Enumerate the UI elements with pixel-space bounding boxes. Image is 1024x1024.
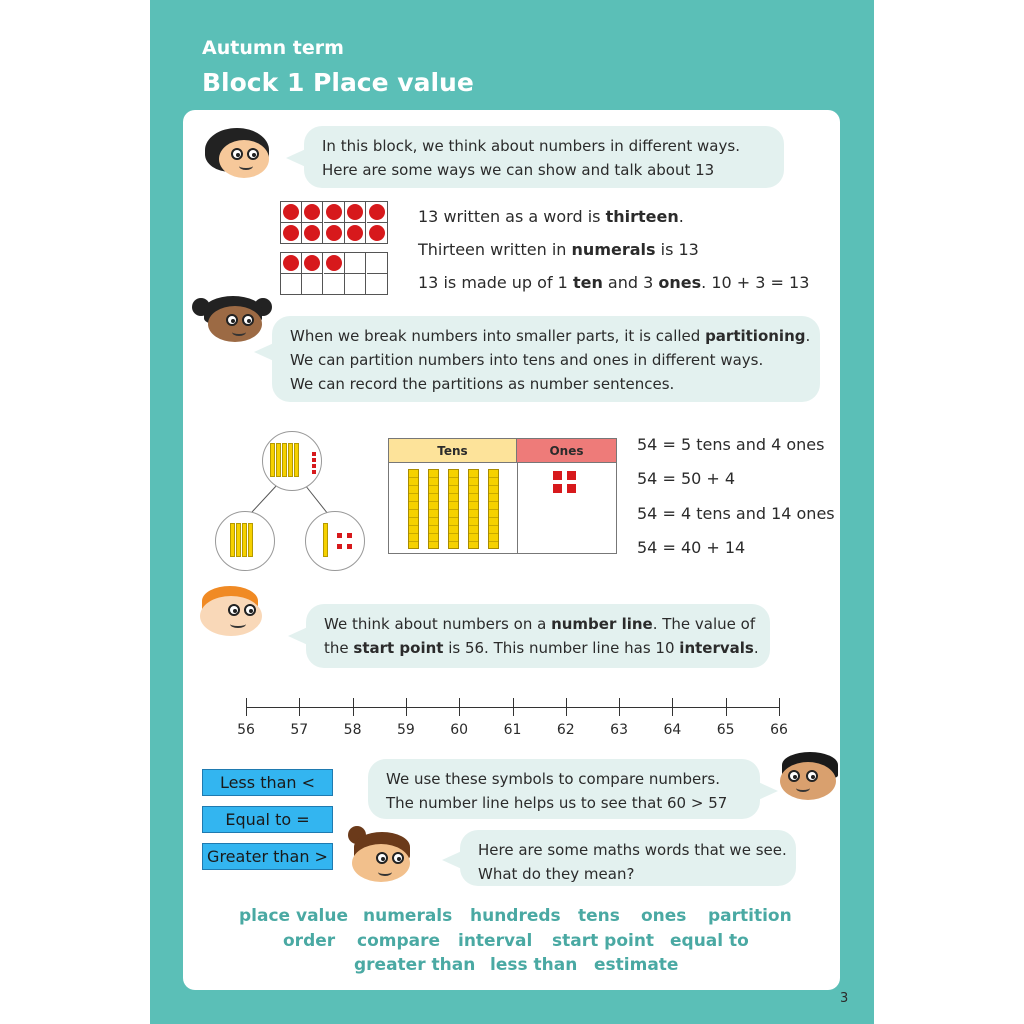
one-cube [567,471,576,480]
partition-line-2: We can partition numbers into tens and ones in different ways. [290,351,764,369]
intro-line-1: In this block, we think about numbers in different ways. [322,137,740,155]
ten-frame-cell [302,223,323,244]
counter [283,225,299,241]
girl-bun-character-icon [346,826,412,884]
ten-rod [236,523,241,557]
vocab-word: tens [578,906,620,926]
ten-frame-cell [281,253,302,274]
compare-line-2: The number line helps us to see that 60 > 57 [386,794,728,812]
intro-line-2: Here are some ways we can show and talk about 13 [322,161,715,179]
vocab-word: greater than [354,955,476,975]
ten-frame-cell [367,202,388,223]
number-line-tick [353,698,354,716]
one-cube [347,533,352,538]
pv-sentence-3: 54 = 4 tens and 14 ones [637,504,835,523]
pv-sentence-4: 54 = 40 + 14 [637,538,746,557]
ten-frame-cell [345,223,366,244]
thirteen-tens-ones-line: 13 is made up of 1 ten and 3 ones. 10 + 3 = 13 [418,273,810,292]
number-line-text-1: We think about numbers on a number line. The value of [324,615,756,633]
ten-rod [294,443,299,477]
ten-rod [448,469,459,549]
counter [347,225,363,241]
one-cube [312,464,316,468]
ten-frame-cell [324,253,345,274]
number-line-tick [566,698,567,716]
vocab-word: place value [239,906,349,926]
counter [326,225,342,241]
counter [326,255,342,271]
number-line-label: 64 [663,722,682,738]
counter [283,255,299,271]
ten-frame-cell [281,223,302,244]
tens-header: Tens [389,439,517,463]
ten-frame-cell [324,274,345,295]
maths-words-line-1: Here are some maths words that we see. [478,841,787,859]
vocab-word: start point [552,931,655,951]
pv-sentence-1: 54 = 5 tens and 4 ones [637,435,825,454]
ten-frame-cell [281,274,302,295]
ten-frame-cell [345,253,366,274]
ten-frame-cell [345,202,366,223]
ones-header: Ones [517,439,616,463]
compare-bubble [368,759,760,819]
one-cube [312,470,316,474]
number-line-text-2: the start point is 56. This number line has 10 intervals. [324,639,759,657]
ten-rod [248,523,253,557]
intro-bubble [304,126,784,188]
ones-part-circle [305,511,365,571]
number-line-label: 56 [237,722,255,738]
number-line-tick [406,698,407,716]
one-cube [553,471,562,480]
number-line-tick [779,698,780,716]
maths-words-bubble [460,830,796,886]
number-line-label: 63 [610,722,628,738]
one-cube [312,452,316,456]
ten-frame-cell [302,202,323,223]
number-line-label: 60 [450,722,469,738]
ten-rod [488,469,499,549]
number-line-tick [513,698,514,716]
ten-rod [428,469,439,549]
vocab-word: compare [357,931,441,951]
vocab-word: hundreds [470,906,561,926]
counter [283,204,299,220]
one-cube [312,458,316,462]
number-line-label: 58 [343,722,362,738]
vocab-word: less than [490,955,578,975]
greater-than-box: Greater than > [202,843,333,870]
partition-line-3: We can record the partitions as number sentences. [290,375,675,393]
counter [369,225,385,241]
counter [326,204,342,220]
number-line-label: 66 [770,722,788,738]
counter [369,204,385,220]
one-cube [347,544,352,549]
compare-line-1: We use these symbols to compare numbers. [386,770,720,788]
ten-rod [323,523,328,557]
ten-frame-cell [367,223,388,244]
ten-rod [282,443,287,477]
vocab-word: numerals [363,906,453,926]
partition-bubble [272,316,820,402]
vocab-word: interval [458,931,533,951]
ten-frame-cell [302,274,323,295]
one-cube [337,533,342,538]
ten-frame-cell [302,253,323,274]
number-line-tick [619,698,620,716]
ten-rod [408,469,419,549]
girl-bunches-character-icon [192,296,274,346]
ten-frame-cell [324,202,345,223]
ten-frame-cell [324,223,345,244]
number-line-tick [726,698,727,716]
number-line-tick [246,698,247,716]
page-number: 3 [840,991,849,1006]
vocab-word: estimate [594,955,679,975]
number-line-tick [672,698,673,716]
ten-rod [230,523,235,557]
number-line-tick [299,698,300,716]
thirteen-numeral-line: Thirteen written in numerals is 13 [418,240,699,259]
number-line-tick [459,698,460,716]
ten-rod [276,443,281,477]
vocab-word: partition [708,906,792,926]
one-cube [337,544,342,549]
number-line-label: 62 [556,722,575,738]
less-than-box: Less than < [202,769,333,796]
counter [304,204,320,220]
girl-glasses-character-icon [205,128,271,180]
term-heading: Autumn term [202,37,344,59]
ten-rod [242,523,247,557]
ten-frame-cell [367,274,388,295]
pv-sentence-2: 54 = 50 + 4 [637,469,736,488]
block-title: Block 1 Place value [202,68,474,97]
ten-rod [270,443,275,477]
maths-words-line-2: What do they mean? [478,865,635,883]
ten-frame-cell [367,253,388,274]
number-line-bubble [306,604,770,668]
one-cube [553,484,562,493]
equal-to-box: Equal to = [202,806,333,833]
vocab-word: order [283,931,336,951]
number-line-label: 65 [716,722,735,738]
number-line-label: 61 [503,722,522,738]
counter [347,204,363,220]
ten-rod [468,469,479,549]
vocab-word: equal to [670,931,749,951]
ten-frame-cell [345,274,366,295]
place-value-table [388,438,617,554]
counter [304,255,320,271]
dark-hair-boy-character-icon [778,752,840,802]
ten-rod [288,443,293,477]
ten-frame-bottom [280,252,388,295]
partition-line-1: When we break numbers into smaller parts, it is called partitioning. [290,327,811,345]
ten-frame-cell [281,202,302,223]
thirteen-word-line: 13 written as a word is thirteen. [418,207,684,226]
ginger-boy-character-icon [200,586,266,638]
counter [304,225,320,241]
one-cube [567,484,576,493]
ten-frame-top [280,201,388,244]
number-line-label: 57 [290,722,309,738]
number-line-label: 59 [396,722,415,738]
vocab-word: ones [641,906,687,926]
